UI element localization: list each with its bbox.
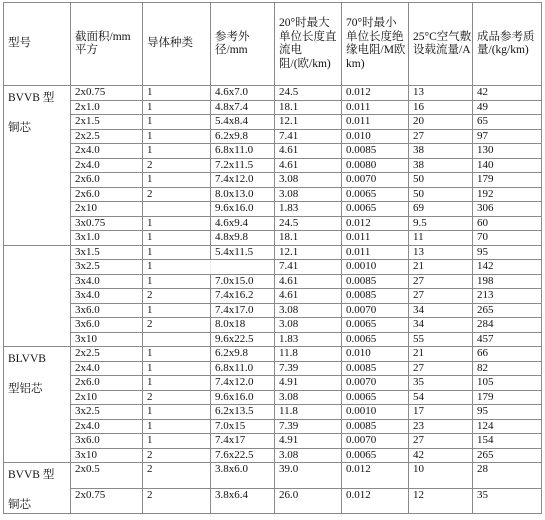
header-row bbox=[4, 3, 542, 86]
conductor-type-cell: 1 bbox=[143, 274, 211, 289]
conductor-type-cell: 1 bbox=[143, 260, 211, 275]
header-conductor-type: 导体种类 bbox=[143, 3, 211, 86]
model-cell bbox=[4, 245, 71, 347]
insulation-resistance-cell: 0.012 bbox=[342, 463, 409, 489]
current-capacity-cell: 34 bbox=[409, 303, 473, 318]
current-capacity-cell: 27 bbox=[409, 274, 473, 289]
insulation-resistance-cell: 0.0070 bbox=[342, 376, 409, 391]
cross-section-cell: 2x2.5 bbox=[71, 347, 143, 362]
dc-resistance-cell: 4.61 bbox=[275, 158, 342, 173]
conductor-type-cell: 1 bbox=[143, 303, 211, 318]
dc-resistance-cell: 3.08 bbox=[275, 187, 342, 202]
outer-diameter-cell: 5.4x11.5 bbox=[211, 245, 275, 260]
current-capacity-cell: 27 bbox=[409, 129, 473, 144]
cross-section-cell: 3x0.75 bbox=[71, 216, 143, 231]
outer-diameter-cell: 7.4x12.0 bbox=[211, 173, 275, 188]
weight-cell: 105 bbox=[473, 376, 542, 391]
cross-section-cell: 2x1.0 bbox=[71, 100, 143, 115]
insulation-resistance-cell: 0.0085 bbox=[342, 419, 409, 434]
insulation-resistance-cell: 0.0010 bbox=[342, 405, 409, 420]
header-weight: 成品参考质量/(kg/km) bbox=[473, 3, 542, 86]
insulation-resistance-cell: 0.0070 bbox=[342, 303, 409, 318]
dc-resistance-cell: 4.61 bbox=[275, 289, 342, 304]
outer-diameter-cell: 5.4x8.4 bbox=[211, 115, 275, 130]
header-model: 型号 bbox=[4, 3, 71, 86]
conductor-type-cell: 1 bbox=[143, 100, 211, 115]
weight-cell: 130 bbox=[473, 144, 542, 159]
cross-section-cell: 2x4.0 bbox=[71, 144, 143, 159]
current-capacity-cell: 42 bbox=[409, 448, 473, 463]
dc-resistance-cell: 4.61 bbox=[275, 274, 342, 289]
current-capacity-cell: 38 bbox=[409, 158, 473, 173]
model-label: BVVB 型 bbox=[8, 469, 55, 481]
insulation-resistance-cell: 0.0010 bbox=[342, 260, 409, 275]
outer-diameter-cell: 3.8x6.0 bbox=[211, 463, 275, 489]
cross-section-cell: 2x4.0 bbox=[71, 419, 143, 434]
table-row bbox=[4, 303, 542, 318]
dc-resistance-cell: 18.1 bbox=[275, 100, 342, 115]
dc-resistance-cell: 3.08 bbox=[275, 318, 342, 333]
dc-resistance-cell: 12.1 bbox=[275, 245, 342, 260]
outer-diameter-cell: 6.2x9.8 bbox=[211, 347, 275, 362]
conductor-type-cell: 1 bbox=[143, 419, 211, 434]
weight-cell: 284 bbox=[473, 318, 542, 333]
dc-resistance-cell: 1.83 bbox=[275, 202, 342, 217]
weight-cell: 70 bbox=[473, 231, 542, 246]
table-row bbox=[4, 419, 542, 434]
conductor-type-cell: 1 bbox=[143, 144, 211, 159]
insulation-resistance-cell: 0.0065 bbox=[342, 390, 409, 405]
table-row bbox=[4, 100, 542, 115]
current-capacity-cell: 27 bbox=[409, 434, 473, 449]
model-cell bbox=[4, 463, 71, 514]
table-row bbox=[4, 86, 542, 101]
insulation-resistance-cell: 0.0085 bbox=[342, 274, 409, 289]
outer-diameter-cell: 7.2x11.5 bbox=[211, 158, 275, 173]
outer-diameter-cell: 9.6x22.5 bbox=[211, 332, 275, 347]
current-capacity-cell: 69 bbox=[409, 202, 473, 217]
current-capacity-cell: 13 bbox=[409, 86, 473, 101]
dc-resistance-cell: 3.08 bbox=[275, 173, 342, 188]
insulation-resistance-cell: 0.011 bbox=[342, 245, 409, 260]
cross-section-cell: 2x0.75 bbox=[71, 86, 143, 101]
outer-diameter-cell: 3.8x6.4 bbox=[211, 488, 275, 514]
conductor-type-cell: 1 bbox=[143, 231, 211, 246]
insulation-resistance-cell: 0.011 bbox=[342, 115, 409, 130]
insulation-resistance-cell: 0.011 bbox=[342, 100, 409, 115]
weight-cell: 198 bbox=[473, 274, 542, 289]
weight-cell: 154 bbox=[473, 434, 542, 449]
outer-diameter-cell: 4.6x7.0 bbox=[211, 86, 275, 101]
conductor-type-cell bbox=[143, 332, 211, 347]
weight-cell: 265 bbox=[473, 303, 542, 318]
weight-cell: 49 bbox=[473, 100, 542, 115]
cross-section-cell: 3x6.0 bbox=[71, 434, 143, 449]
table-row bbox=[4, 405, 542, 420]
insulation-resistance-cell: 0.0070 bbox=[342, 434, 409, 449]
weight-cell: 28 bbox=[473, 463, 542, 489]
cross-section-cell: 3x6.0 bbox=[71, 303, 143, 318]
cross-section-cell: 3x4.0 bbox=[71, 274, 143, 289]
weight-cell: 95 bbox=[473, 245, 542, 260]
current-capacity-cell: 38 bbox=[409, 144, 473, 159]
weight-cell: 66 bbox=[473, 347, 542, 362]
outer-diameter-cell: 6.2x9.8 bbox=[211, 129, 275, 144]
outer-diameter-cell: 9.6x16.0 bbox=[211, 202, 275, 217]
dc-resistance-cell: 24.5 bbox=[275, 216, 342, 231]
outer-diameter-cell: 7.0x15 bbox=[211, 419, 275, 434]
table-row bbox=[4, 173, 542, 188]
dc-resistance-cell: 1.83 bbox=[275, 332, 342, 347]
model-label: BLVVB bbox=[8, 353, 46, 365]
conductor-type-cell: 1 bbox=[143, 376, 211, 391]
model-label: 铜芯 bbox=[8, 499, 31, 511]
conductor-type-cell: 1 bbox=[143, 434, 211, 449]
conductor-type-cell: 2 bbox=[143, 318, 211, 333]
insulation-resistance-cell: 0.0065 bbox=[342, 202, 409, 217]
insulation-resistance-cell: 0.0065 bbox=[342, 187, 409, 202]
outer-diameter-cell: 8.0x13.0 bbox=[211, 187, 275, 202]
conductor-type-cell: 1 bbox=[143, 173, 211, 188]
table-row bbox=[4, 158, 542, 173]
conductor-type-cell bbox=[143, 202, 211, 217]
insulation-resistance-cell: 0.011 bbox=[342, 231, 409, 246]
insulation-resistance-cell: 0.0085 bbox=[342, 361, 409, 376]
outer-diameter-cell: 4.8x9.8 bbox=[211, 231, 275, 246]
conductor-type-cell: 2 bbox=[143, 463, 211, 489]
current-capacity-cell: 12 bbox=[409, 488, 473, 514]
cross-section-cell: 2x10 bbox=[71, 390, 143, 405]
table-row bbox=[4, 144, 542, 159]
dc-resistance-cell: 7.39 bbox=[275, 361, 342, 376]
table-row bbox=[4, 231, 542, 246]
weight-cell: 65 bbox=[473, 115, 542, 130]
cross-section-cell: 3x6.0 bbox=[71, 318, 143, 333]
weight-cell: 124 bbox=[473, 419, 542, 434]
outer-diameter-cell: 8.0x18 bbox=[211, 318, 275, 333]
outer-diameter-cell: 6.8x11.0 bbox=[211, 361, 275, 376]
conductor-type-cell: 2 bbox=[143, 158, 211, 173]
current-capacity-cell: 34 bbox=[409, 318, 473, 333]
outer-diameter-cell: 7.4x16.2 bbox=[211, 289, 275, 304]
dc-resistance-cell: 4.91 bbox=[275, 376, 342, 391]
weight-cell: 42 bbox=[473, 86, 542, 101]
table-row bbox=[4, 260, 542, 275]
table-row bbox=[4, 245, 542, 260]
insulation-resistance-cell: 0.0065 bbox=[342, 318, 409, 333]
dc-resistance-cell: 12.1 bbox=[275, 115, 342, 130]
cross-section-cell: 2x4.0 bbox=[71, 158, 143, 173]
current-capacity-cell: 21 bbox=[409, 347, 473, 362]
cable-spec-table bbox=[3, 2, 542, 514]
dc-resistance-cell: 3.08 bbox=[275, 448, 342, 463]
conductor-type-cell: 1 bbox=[143, 361, 211, 376]
weight-cell: 457 bbox=[473, 332, 542, 347]
weight-cell: 142 bbox=[473, 260, 542, 275]
cross-section-cell: 2x0.75 bbox=[71, 488, 143, 514]
weight-cell: 82 bbox=[473, 361, 542, 376]
cross-section-cell: 2x6.0 bbox=[71, 173, 143, 188]
table-row bbox=[4, 332, 542, 347]
current-capacity-cell: 11 bbox=[409, 231, 473, 246]
outer-diameter-cell: 4.6x9.4 bbox=[211, 216, 275, 231]
cross-section-cell: 2x0.5 bbox=[71, 463, 143, 489]
insulation-resistance-cell: 0.0085 bbox=[342, 144, 409, 159]
weight-cell: 60 bbox=[473, 216, 542, 231]
dc-resistance-cell: 7.39 bbox=[275, 419, 342, 434]
model-cell bbox=[4, 347, 71, 463]
insulation-resistance-cell: 0.010 bbox=[342, 129, 409, 144]
current-capacity-cell: 21 bbox=[409, 260, 473, 275]
table-row bbox=[4, 318, 542, 333]
cross-section-cell: 3x2.5 bbox=[71, 405, 143, 420]
current-capacity-cell: 17 bbox=[409, 405, 473, 420]
dc-resistance-cell: 3.08 bbox=[275, 390, 342, 405]
conductor-type-cell: 1 bbox=[143, 129, 211, 144]
outer-diameter-cell: 7.4x17.0 bbox=[211, 303, 275, 318]
header-outer-diameter: 参考外径/mm bbox=[211, 3, 275, 86]
weight-cell: 35 bbox=[473, 488, 542, 514]
model-cell bbox=[4, 86, 71, 246]
dc-resistance-cell: 4.91 bbox=[275, 434, 342, 449]
insulation-resistance-cell: 0.0065 bbox=[342, 332, 409, 347]
weight-cell: 265 bbox=[473, 448, 542, 463]
insulation-resistance-cell: 0.0070 bbox=[342, 173, 409, 188]
conductor-type-cell: 2 bbox=[143, 289, 211, 304]
table-row bbox=[4, 390, 542, 405]
current-capacity-cell: 55 bbox=[409, 332, 473, 347]
dc-resistance-cell: 11.8 bbox=[275, 405, 342, 420]
model-label: 型铝芯 bbox=[8, 383, 43, 395]
header-current-capacity: 25°C空气敷设载流量/A bbox=[409, 3, 473, 86]
dc-resistance-cell: 24.5 bbox=[275, 86, 342, 101]
current-capacity-cell: 54 bbox=[409, 390, 473, 405]
insulation-resistance-cell: 0.012 bbox=[342, 488, 409, 514]
table-row bbox=[4, 376, 542, 391]
dc-resistance-cell: 11.8 bbox=[275, 347, 342, 362]
outer-diameter-cell: 7.4x12.0 bbox=[211, 376, 275, 391]
model-label: BVVB 型 bbox=[8, 92, 55, 104]
conductor-type-cell: 1 bbox=[143, 405, 211, 420]
conductor-type-cell: 2 bbox=[143, 390, 211, 405]
table-row bbox=[4, 115, 542, 130]
outer-diameter-cell: 6.2x13.5 bbox=[211, 405, 275, 420]
outer-diameter-cell: 6.8x11.0 bbox=[211, 144, 275, 159]
weight-cell: 140 bbox=[473, 158, 542, 173]
dc-resistance-cell: 7.41 bbox=[275, 260, 342, 275]
cross-section-cell: 2x10 bbox=[71, 202, 143, 217]
insulation-resistance-cell: 0.012 bbox=[342, 216, 409, 231]
header-dc-resistance: 20°时最大单位长度直流电阻/(欧/km) bbox=[275, 3, 342, 86]
conductor-type-cell: 2 bbox=[143, 488, 211, 514]
cross-section-cell: 2x4.0 bbox=[71, 361, 143, 376]
outer-diameter-cell: 7.0x15.0 bbox=[211, 274, 275, 289]
table-row bbox=[4, 488, 542, 514]
weight-cell: 192 bbox=[473, 187, 542, 202]
table-row bbox=[4, 289, 542, 304]
cross-section-cell: 3x2.5 bbox=[71, 260, 143, 275]
model-label: 铜芯 bbox=[8, 122, 31, 134]
table-row bbox=[4, 202, 542, 217]
table-row bbox=[4, 187, 542, 202]
header-insulation-resistance: 70°时最小单位长度绝缘电阻/M欧km) bbox=[342, 3, 409, 86]
current-capacity-cell: 50 bbox=[409, 187, 473, 202]
table-row bbox=[4, 361, 542, 376]
cross-section-cell: 3x10 bbox=[71, 448, 143, 463]
insulation-resistance-cell: 0.0065 bbox=[342, 448, 409, 463]
dc-resistance-cell: 39.0 bbox=[275, 463, 342, 489]
table-row bbox=[4, 463, 542, 489]
weight-cell: 179 bbox=[473, 390, 542, 405]
current-capacity-cell: 10 bbox=[409, 463, 473, 489]
conductor-type-cell: 1 bbox=[143, 86, 211, 101]
current-capacity-cell: 20 bbox=[409, 115, 473, 130]
conductor-type-cell: 2 bbox=[143, 448, 211, 463]
cross-section-cell: 3x4.0 bbox=[71, 289, 143, 304]
cross-section-cell: 3x1.0 bbox=[71, 231, 143, 246]
conductor-type-cell: 1 bbox=[143, 216, 211, 231]
dc-resistance-cell: 4.61 bbox=[275, 144, 342, 159]
cross-section-cell: 3x10 bbox=[71, 332, 143, 347]
outer-diameter-cell: 7.6x22.5 bbox=[211, 448, 275, 463]
current-capacity-cell: 9.5 bbox=[409, 216, 473, 231]
insulation-resistance-cell: 0.012 bbox=[342, 86, 409, 101]
conductor-type-cell: 1 bbox=[143, 245, 211, 260]
insulation-resistance-cell: 0.0080 bbox=[342, 158, 409, 173]
conductor-type-cell: 2 bbox=[143, 187, 211, 202]
conductor-type-cell: 1 bbox=[143, 347, 211, 362]
table-row bbox=[4, 274, 542, 289]
table-row bbox=[4, 347, 542, 362]
current-capacity-cell: 27 bbox=[409, 361, 473, 376]
weight-cell: 179 bbox=[473, 173, 542, 188]
cross-section-cell: 3x1.5 bbox=[71, 245, 143, 260]
outer-diameter-cell: 9.6x16.0 bbox=[211, 390, 275, 405]
weight-cell: 97 bbox=[473, 129, 542, 144]
outer-diameter-cell: 7.4x17 bbox=[211, 434, 275, 449]
insulation-resistance-cell: 0.0085 bbox=[342, 289, 409, 304]
weight-cell: 95 bbox=[473, 405, 542, 420]
table-row bbox=[4, 129, 542, 144]
image-smudge bbox=[208, 260, 270, 274]
dc-resistance-cell: 18.1 bbox=[275, 231, 342, 246]
dc-resistance-cell: 26.0 bbox=[275, 488, 342, 514]
weight-cell: 306 bbox=[473, 202, 542, 217]
spec-table-viewport bbox=[3, 2, 542, 520]
current-capacity-cell: 50 bbox=[409, 173, 473, 188]
table-row bbox=[4, 448, 542, 463]
weight-cell: 213 bbox=[473, 289, 542, 304]
outer-diameter-cell: 4.8x7.4 bbox=[211, 100, 275, 115]
current-capacity-cell: 16 bbox=[409, 100, 473, 115]
current-capacity-cell: 13 bbox=[409, 245, 473, 260]
table-row bbox=[4, 216, 542, 231]
current-capacity-cell: 35 bbox=[409, 376, 473, 391]
current-capacity-cell: 27 bbox=[409, 289, 473, 304]
insulation-resistance-cell: 0.010 bbox=[342, 347, 409, 362]
cross-section-cell: 2x2.5 bbox=[71, 129, 143, 144]
current-capacity-cell: 23 bbox=[409, 419, 473, 434]
cross-section-cell: 2x6.0 bbox=[71, 187, 143, 202]
dc-resistance-cell: 7.41 bbox=[275, 129, 342, 144]
cross-section-cell: 2x6.0 bbox=[71, 376, 143, 391]
table-body bbox=[4, 86, 542, 514]
header-cross-section: 截面积/mm平方 bbox=[71, 3, 143, 86]
cross-section-cell: 2x1.5 bbox=[71, 115, 143, 130]
conductor-type-cell: 1 bbox=[143, 115, 211, 130]
table-row bbox=[4, 434, 542, 449]
dc-resistance-cell: 3.08 bbox=[275, 303, 342, 318]
